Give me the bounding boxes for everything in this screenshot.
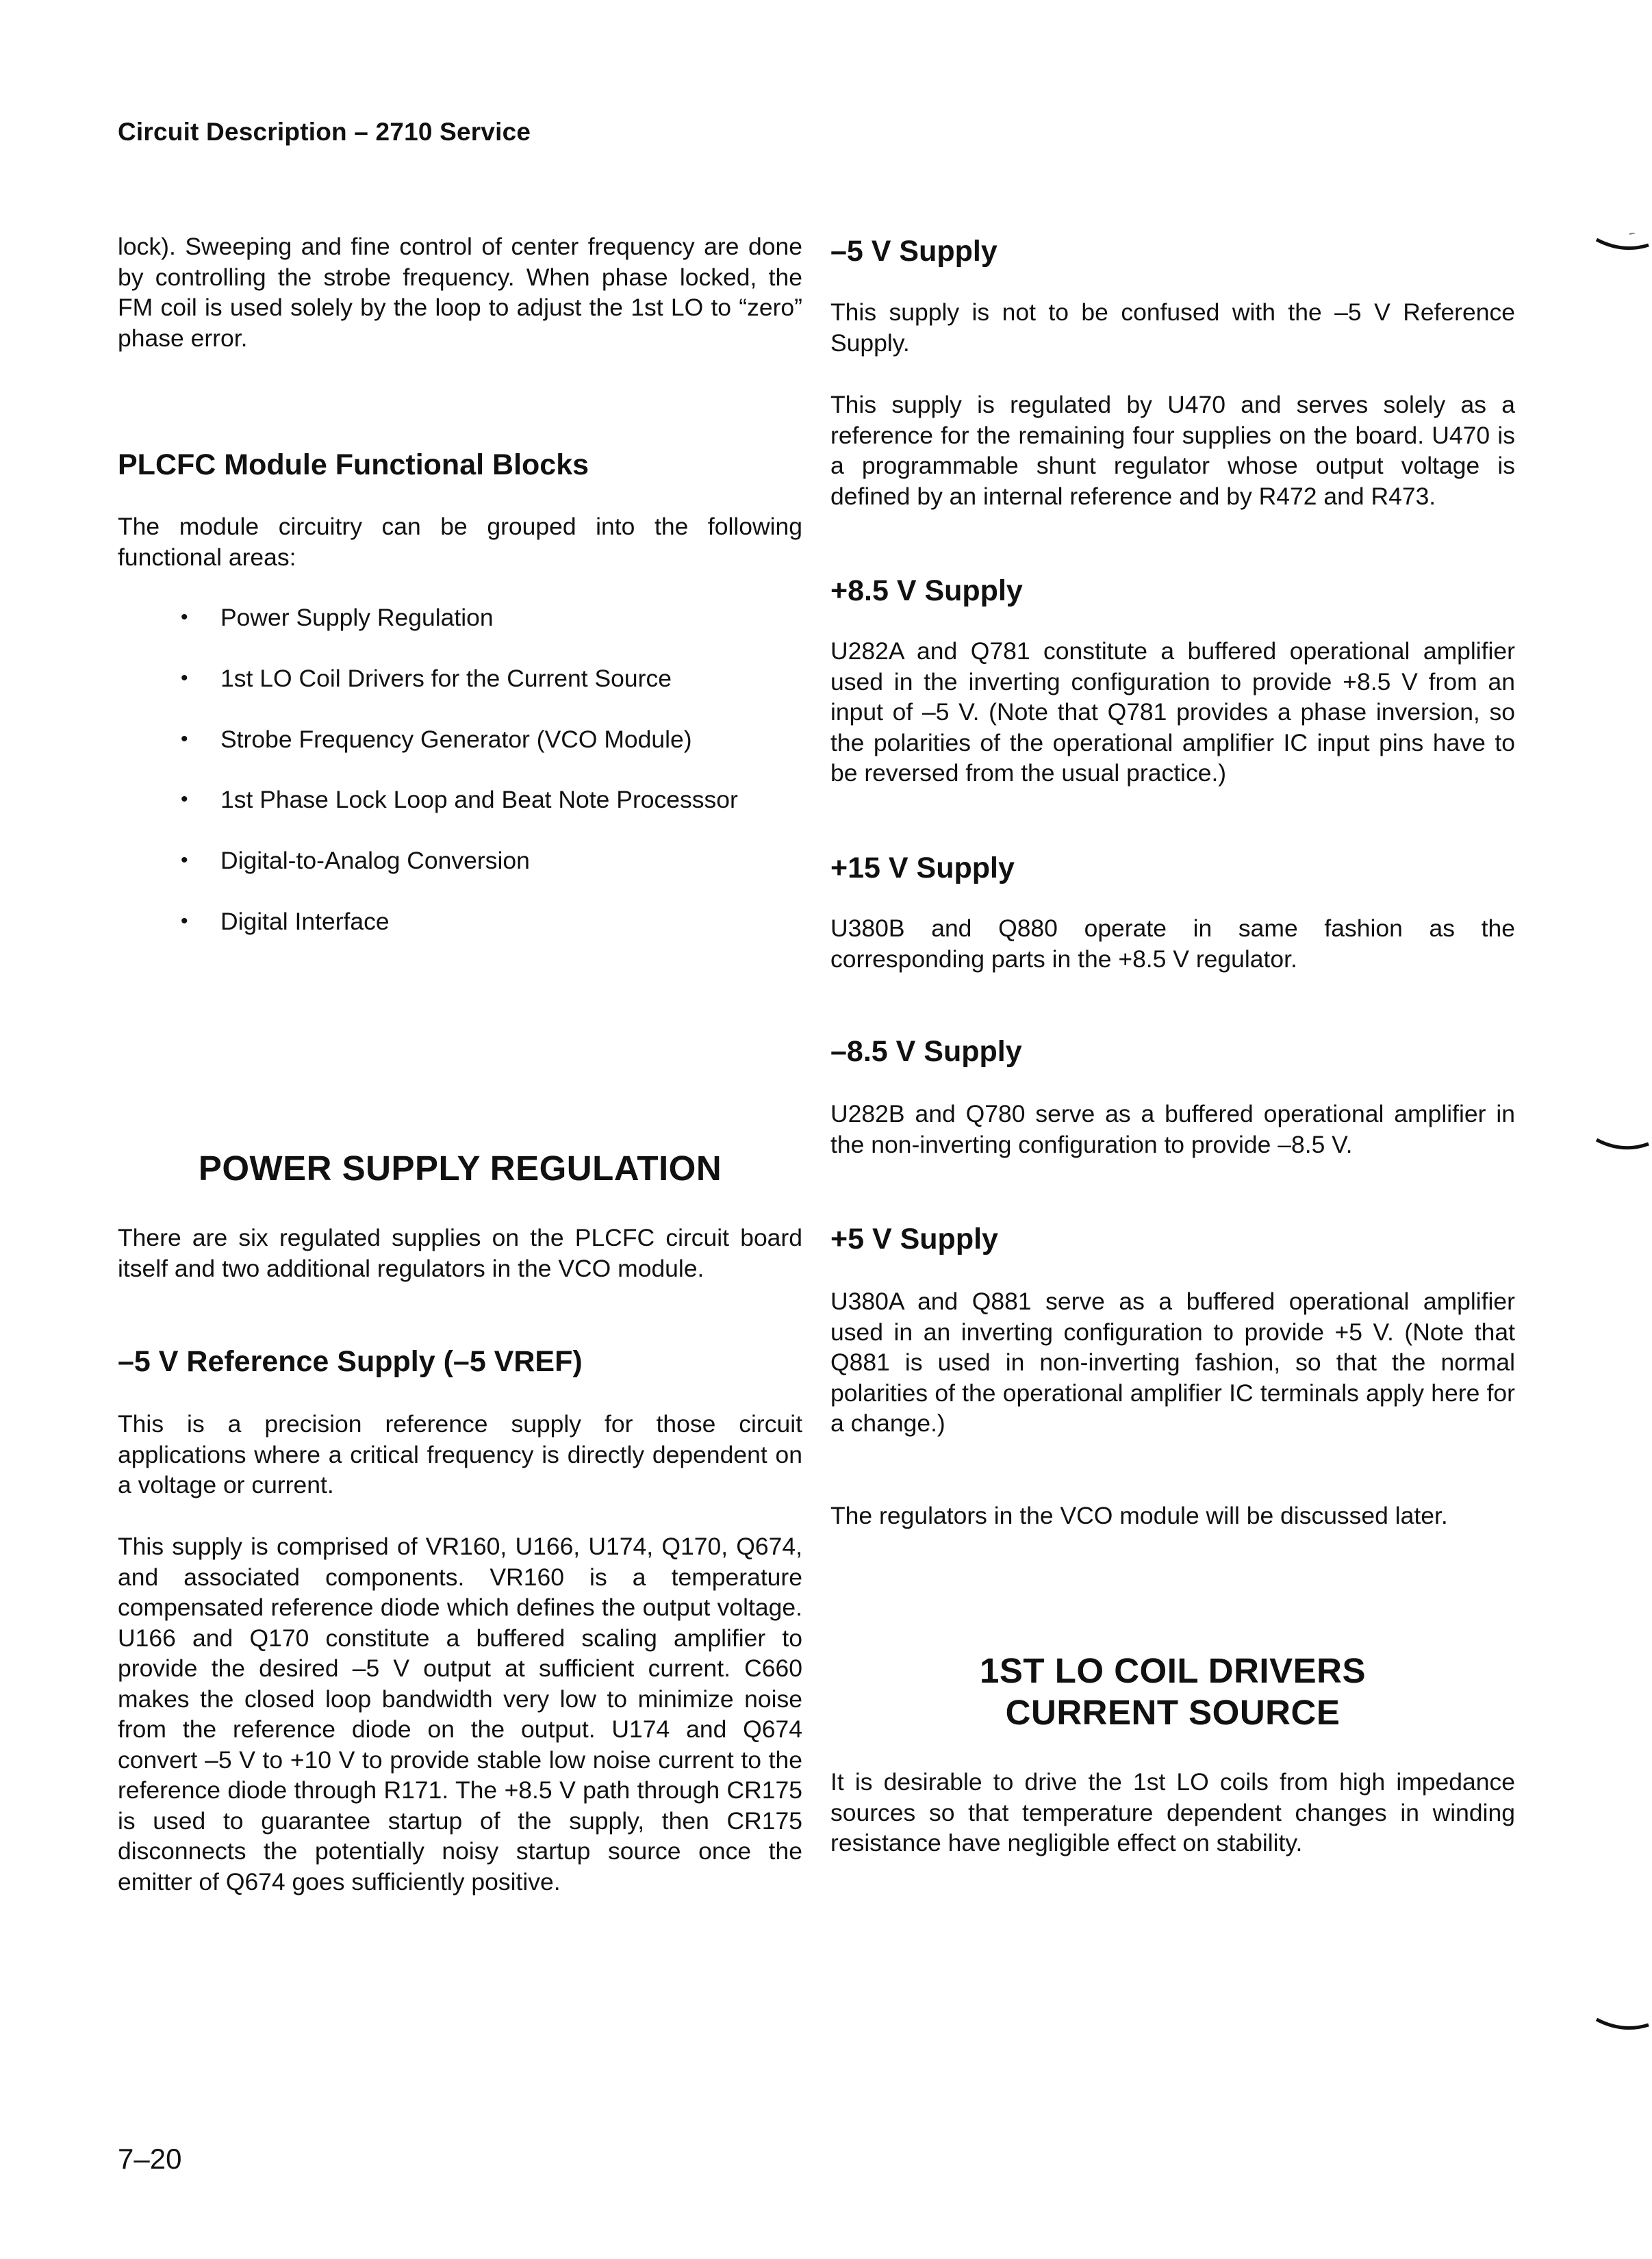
plus-15v-supply-heading: +15 V Supply: [830, 852, 1015, 884]
plus-15v-supply-paragraph: U380B and Q880 operate in same fashion as the corresponding parts in the +8.5 V regulator.: [830, 915, 1515, 973]
binding-mark-top: [1595, 233, 1650, 260]
list-item: • Digital Interface: [118, 906, 802, 937]
list-item: • Power Supply Regulation: [118, 602, 802, 633]
minus-8-5v-supply-heading: –8.5 V Supply: [830, 1035, 1022, 1068]
minus-5v-supply-heading: –5 V Supply: [830, 235, 997, 268]
functional-blocks-intro: The module circuitry can be grouped into the following functional areas:: [118, 513, 802, 571]
reference-supply-heading: –5 V Reference Supply (–5 VREF): [118, 1345, 583, 1378]
plus-8-5v-supply-heading: +8.5 V Supply: [830, 574, 1023, 607]
page-number: 7–20: [118, 2143, 182, 2175]
functional-blocks-heading: PLCFC Module Functional Blocks: [118, 448, 589, 481]
minus-5v-supply-paragraph-1: This supply is not to be confused with the –5 V Reference Supply.: [830, 298, 1515, 357]
power-supply-regulation-heading: POWER SUPPLY REGULATION: [198, 1149, 722, 1188]
lo-coil-drivers-heading-line-2: CURRENT SOURCE: [1005, 1693, 1340, 1732]
minus-8-5v-supply-paragraph: U282B and Q780 serve as a buffered operational amplifier in the non-inverting configuration to provide –8.5 V.: [830, 1100, 1515, 1158]
lo-coil-drivers-heading: [830, 1650, 1515, 1733]
power-supply-regulation-intro: There are six regulated supplies on the PLCFC circuit board itself and two additional regulators in the VCO module.: [118, 1224, 802, 1282]
list-item: • 1st LO Coil Drivers for the Current Source: [118, 663, 802, 694]
minus-5v-supply-paragraph-2: This supply is regulated by U470 and serves solely as a reference for the remaining four supplies on the board. U470 is a programmable shunt regulator whose output voltage is defined by an internal reference and by R472 and R473.: [830, 391, 1515, 510]
left-column: [118, 0, 802, 2259]
intro-paragraph: lock). Sweeping and fine control of center frequency are done by controlling the strobe frequency. When phase locked, the FM coil is used solely by the loop to adjust the 1st LO to “zero” phase error.: [118, 233, 802, 352]
binding-mark-middle: [1595, 1133, 1650, 1160]
lo-coil-drivers-heading-line-1: 1ST LO COIL DRIVERS: [980, 1651, 1366, 1690]
plus-5v-supply-heading: +5 V Supply: [830, 1223, 998, 1255]
list-item: • 1st Phase Lock Loop and Beat Note Processsor: [118, 784, 802, 815]
right-column: [830, 0, 1515, 2259]
plus-8-5v-supply-paragraph: U282A and Q781 constitute a buffered operational amplifier used in the inverting configuration to provide +8.5 V from an input of –5 V. (Note that Q781 provides a phase inversion, so the polarities of the operational amplifier IC input pins have to be reversed from the usual practice.): [830, 637, 1515, 787]
lo-coil-drivers-paragraph: It is desirable to drive the 1st LO coils from high impedance sources so that temperature dependent changes in winding resistance have negligible effect on stability.: [830, 1768, 1515, 1856]
vco-regulators-note: The regulators in the VCO module will be discussed later.: [830, 1502, 1448, 1529]
plus-5v-supply-paragraph: U380A and Q881 serve as a buffered operational amplifier used in an inverting configuration to provide +5 V. (Note that Q881 is used in non-inverting fashion, so that the normal polarities of the operational amplifier IC terminals apply here for a change.): [830, 1288, 1515, 1437]
list-item: • Digital-to-Analog Conversion: [118, 845, 802, 876]
list-item: • Strobe Frequency Generator (VCO Module): [118, 724, 802, 755]
reference-supply-paragraph-1: This is a precision reference supply for those circuit applications where a critical frequency is directly dependent on a voltage or current.: [118, 1410, 802, 1498]
binding-mark-bottom: [1595, 2013, 1650, 2040]
running-header: Circuit Description – 2710 Service: [118, 118, 531, 146]
functional-blocks-list: [118, 602, 802, 967]
reference-supply-paragraph-2: This supply is comprised of VR160, U166, U174, Q170, Q674, and associated components. VR160 is a temperature compensated reference diode which defines the output voltage. U166 and Q170 constitute a buffered scaling amplifier to provide the desired –5 V output at sufficient current. C660 makes the closed loop bandwidth very low to minimize noise from the reference diode on the output. U174 and Q674 convert –5 V to +10 V to provide stable low noise current to the reference diode through R171. The +8.5 V path through CR175 is used to guarantee startup of the supply, then CR175 disconnects the potentially noisy startup source once the emitter of Q674 goes sufficiently positive.: [118, 1533, 802, 1896]
